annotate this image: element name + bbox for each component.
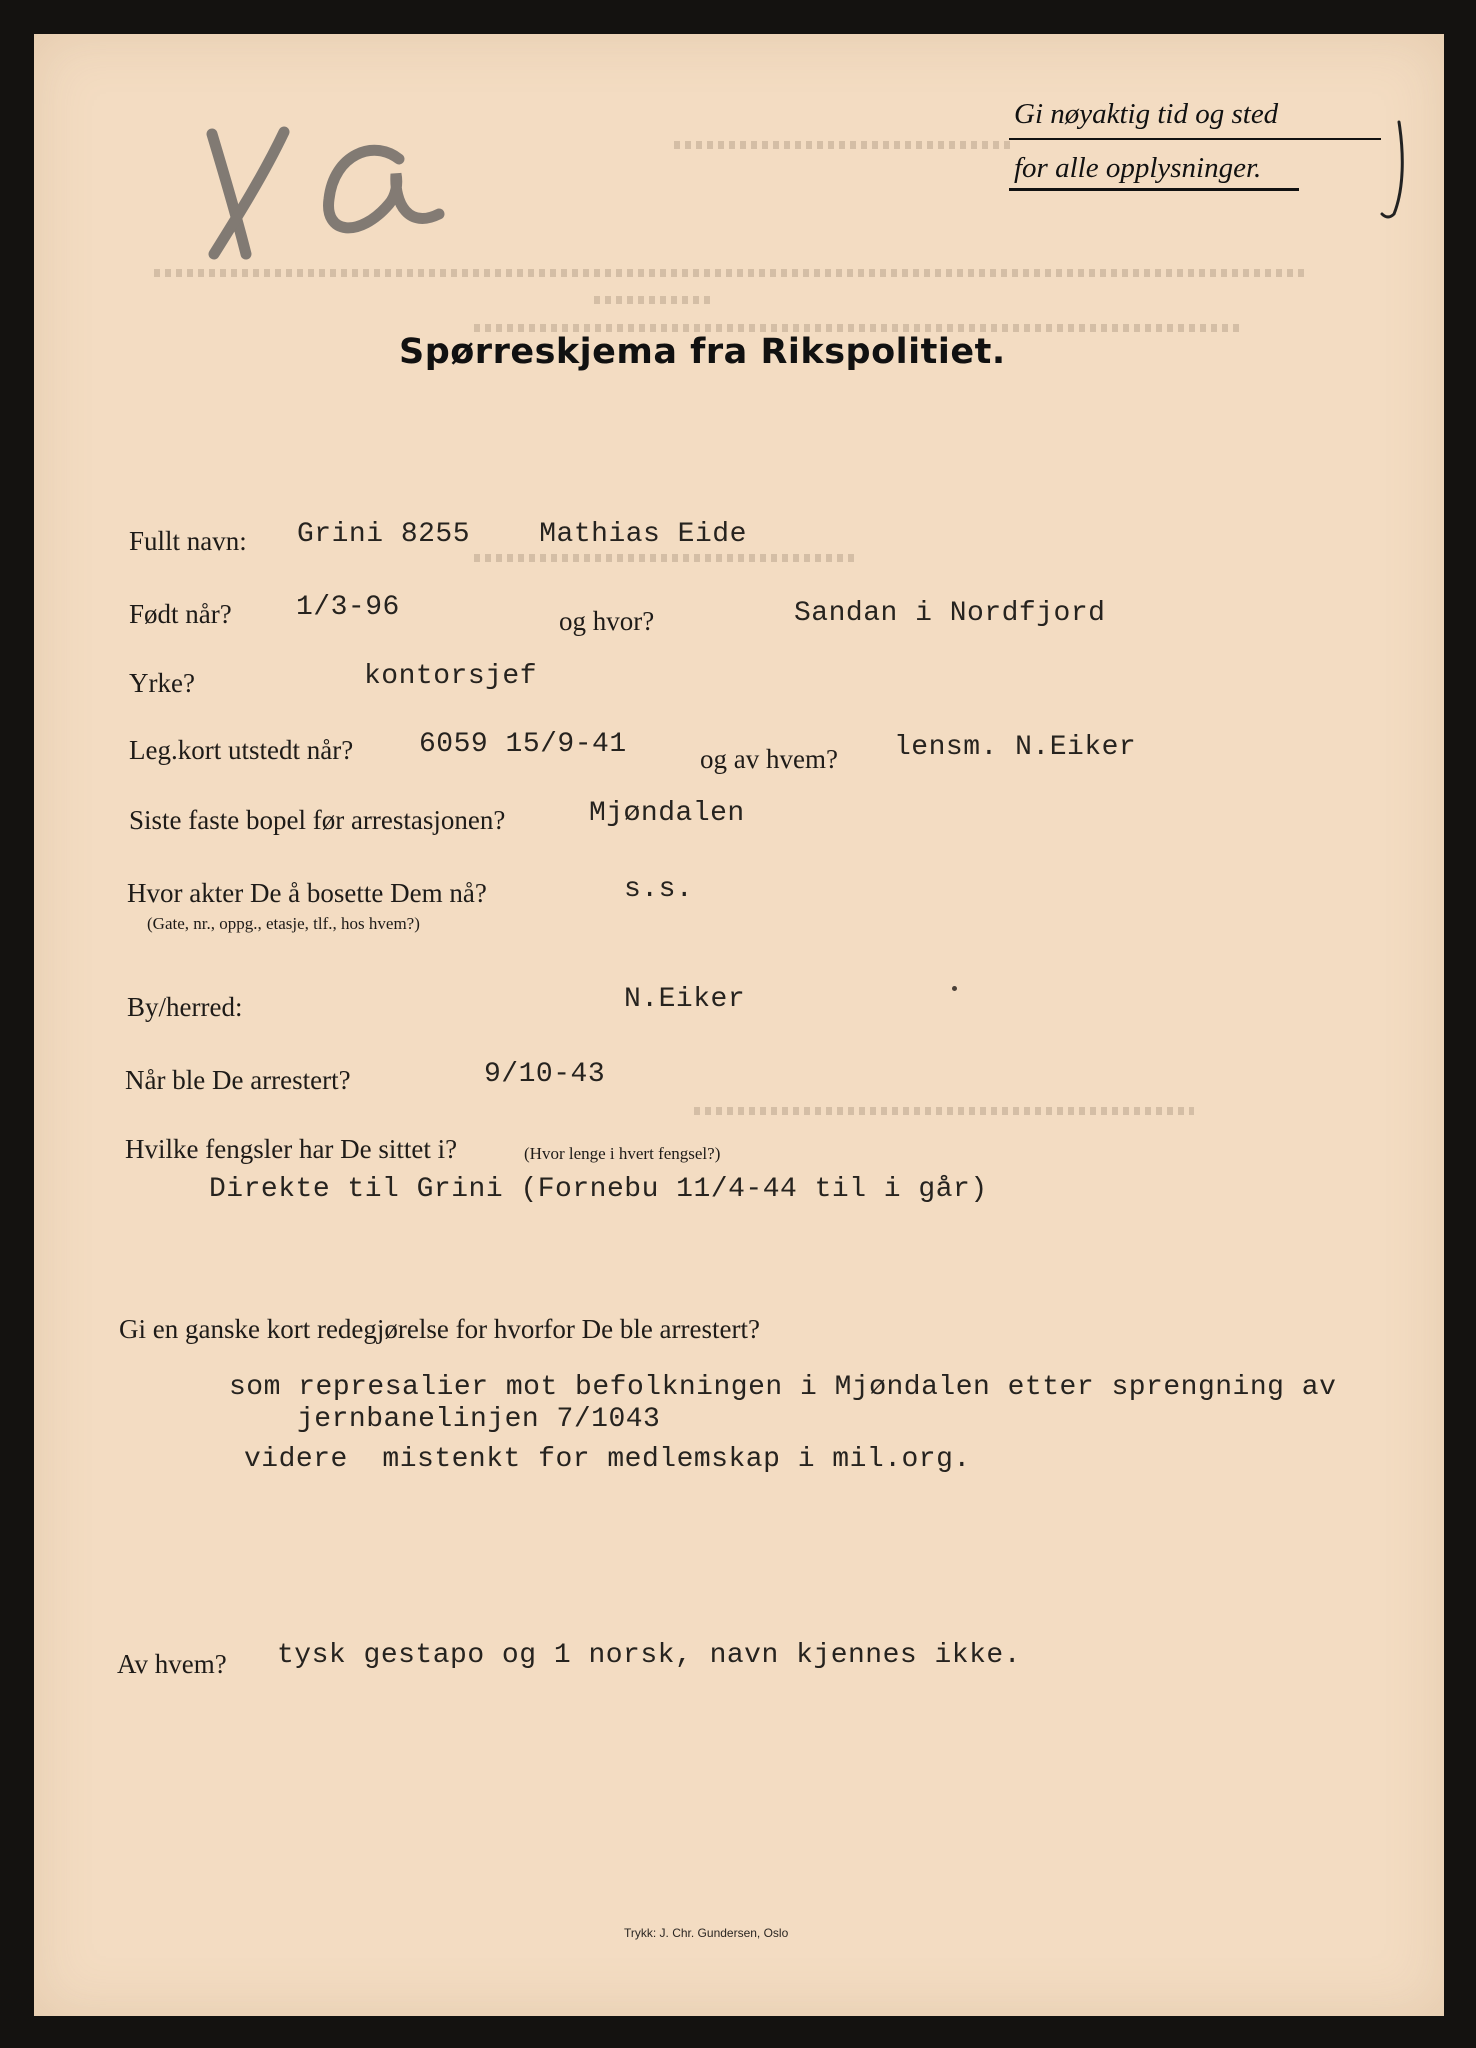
value-av-hvem-legkort: lensm. N.Eiker bbox=[894, 732, 1137, 763]
notice-line-2: for alle opplysninger. bbox=[1014, 152, 1262, 184]
handwritten-mark bbox=[184, 104, 484, 274]
label-redegjorelse: Gi en ganske kort redegjørelse for hvorfor De ble arrestert? bbox=[119, 1314, 760, 1344]
label-yrke: Yrke? bbox=[129, 668, 195, 698]
value-redegjorelse-line3: videre mistenkt for medlemskap i mil.org. bbox=[244, 1444, 971, 1475]
ink-dot bbox=[952, 986, 957, 991]
label-av-hvem-legkort: og av hvem? bbox=[700, 744, 838, 774]
value-by-herred: N.Eiker bbox=[624, 984, 746, 1015]
label-by-herred: By/herred: bbox=[127, 992, 243, 1022]
ghost-text-line bbox=[694, 1107, 1194, 1115]
notice-rule-1 bbox=[1009, 138, 1381, 140]
value-og-hvor: Sandan i Nordfjord bbox=[794, 598, 1106, 629]
label-av-hvem: Av hvem? bbox=[117, 1649, 227, 1679]
value-bopel: Mjøndalen bbox=[589, 798, 745, 829]
label-fullt-navn: Fullt navn: bbox=[129, 526, 247, 556]
value-fengsler: Direkte til Grini (Fornebu 11/4-44 til i går) bbox=[209, 1174, 988, 1205]
notice-line-1: Gi nøyaktig tid og sted bbox=[1014, 98, 1279, 130]
value-yrke: kontorsjef bbox=[364, 661, 538, 692]
ghost-text-line bbox=[594, 296, 714, 304]
value-redegjorelse-line2: jernbanelinjen 7/1043 bbox=[297, 1404, 661, 1435]
label-og-hvor: og hvor? bbox=[559, 606, 655, 636]
label-fengsler: Hvilke fengsler har De sittet i? bbox=[125, 1134, 458, 1164]
label-bopel: Siste faste bopel før arrestasjonen? bbox=[129, 805, 506, 835]
ghost-text-line bbox=[674, 141, 1014, 149]
value-fullt-navn: Grini 8255 Mathias Eide bbox=[297, 519, 747, 550]
ghost-text-line bbox=[474, 324, 1244, 332]
label-legkort: Leg.kort utstedt når? bbox=[129, 735, 354, 765]
ghost-text-line bbox=[474, 554, 854, 562]
value-legkort: 6059 15/9-41 bbox=[419, 729, 627, 760]
sublabel-bosette: (Gate, nr., oppg., etasje, tlf., hos hvem?) bbox=[147, 914, 420, 933]
label-arrestert: Når ble De arrestert? bbox=[125, 1065, 351, 1095]
printer-imprint: Trykk: J. Chr. Gundersen, Oslo bbox=[624, 1926, 789, 1940]
label-fodt-naar: Født når? bbox=[129, 599, 232, 629]
notice-bracket-mark bbox=[1374, 114, 1414, 224]
value-av-hvem: tysk gestapo og 1 norsk, navn kjennes ikke. bbox=[277, 1640, 1022, 1671]
value-redegjorelse-line1: som represalier mot befolkningen i Mjøndalen etter sprengning av bbox=[229, 1372, 1337, 1403]
value-fodt-naar: 1/3-96 bbox=[296, 592, 400, 623]
form-sheet bbox=[34, 34, 1444, 2016]
sublabel-fengsler: (Hvor lenge i hvert fengsel?) bbox=[524, 1144, 721, 1163]
value-arrestert: 9/10-43 bbox=[484, 1059, 606, 1090]
notice-rule-2 bbox=[1009, 188, 1299, 191]
form-title: Spørreskjema fra Rikspolitiet. bbox=[399, 332, 1006, 372]
label-bosette: Hvor akter De å bosette Dem nå? bbox=[127, 878, 487, 908]
value-bosette: s.s. bbox=[624, 874, 694, 905]
ghost-text-line bbox=[154, 269, 1304, 277]
